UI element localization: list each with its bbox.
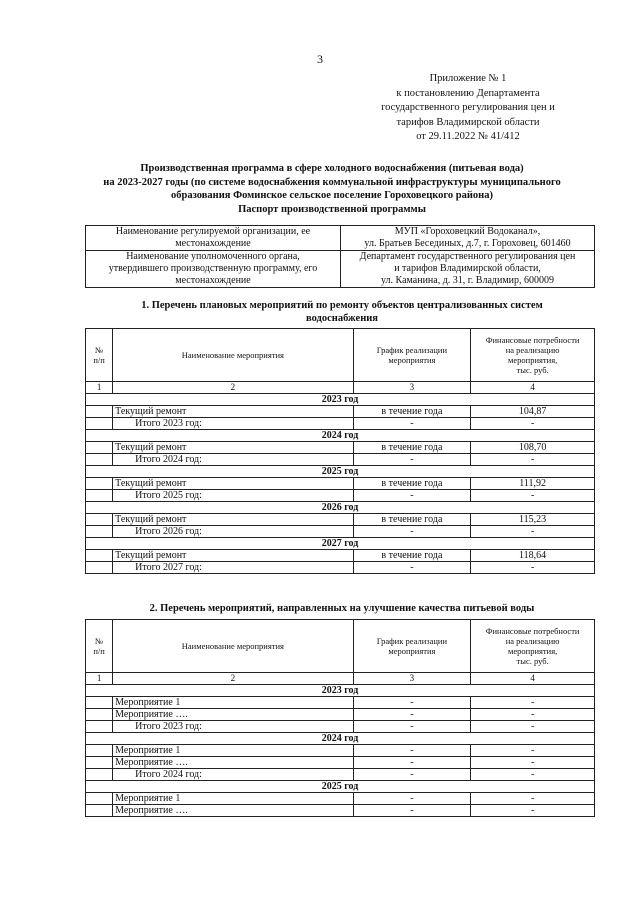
- row-num: [86, 757, 113, 769]
- year-row: [86, 394, 595, 406]
- total-label: Итого 2023 год:: [113, 418, 353, 430]
- total-row: [86, 526, 595, 538]
- item-value: -: [471, 793, 595, 805]
- total-value: -: [471, 418, 595, 430]
- item-schedule: в течение года: [353, 550, 471, 562]
- col-number: 2: [113, 382, 353, 394]
- year-label: 2026 год: [86, 502, 595, 514]
- row-num: [86, 514, 113, 526]
- header-text: Финансовые потребности: [485, 335, 580, 345]
- item-schedule: -: [353, 709, 471, 721]
- row-num: [86, 406, 113, 418]
- item-value: 115,23: [471, 514, 595, 526]
- header-text: п/п: [93, 355, 105, 365]
- total-value: -: [471, 454, 595, 466]
- row-num: [86, 478, 113, 490]
- item-schedule: -: [353, 805, 471, 817]
- item-name: Текущий ремонт: [113, 478, 353, 490]
- item-schedule: в течение года: [353, 514, 471, 526]
- total-label: Итого 2025 год:: [113, 490, 353, 502]
- header-text: на реализацию: [505, 636, 560, 646]
- header-row: [86, 620, 595, 673]
- item-value: -: [471, 745, 595, 757]
- total-row: [86, 454, 595, 466]
- header-text: График реализации: [376, 345, 448, 355]
- total-row: [86, 769, 595, 781]
- total-row: [86, 490, 595, 502]
- item-schedule: в течение года: [353, 478, 471, 490]
- item-value: -: [471, 805, 595, 817]
- appendix-block: [348, 72, 588, 145]
- total-row: [86, 721, 595, 733]
- year-label: 2023 год: [86, 394, 595, 406]
- authority-label-cell: [86, 251, 341, 288]
- column-number-row: [86, 382, 595, 394]
- appendix-line: государственного регулирования цен и: [381, 102, 555, 113]
- header-schedule: [353, 329, 471, 382]
- table-row: [86, 514, 595, 526]
- header-text: тыс. руб.: [516, 656, 549, 666]
- header-text: №: [95, 345, 104, 355]
- title-line: Производственная программа в сфере холодного водоснабжения (питьевая вода): [140, 163, 524, 174]
- title-line: на 2023-2027 годы (по системе водоснабжения коммунальной инфраструктуры муниципального: [103, 176, 561, 188]
- item-schedule: в течение года: [353, 406, 471, 418]
- header-text: мероприятия,: [508, 646, 558, 656]
- item-name: Мероприятие 1: [113, 793, 353, 805]
- total-schedule: -: [353, 562, 471, 574]
- total-label: Итого 2023 год:: [113, 721, 353, 733]
- appendix-line: от 29.11.2022 № 41/412: [416, 131, 520, 142]
- row-num: [86, 442, 113, 454]
- appendix-line: Приложение № 1: [429, 73, 507, 84]
- item-value: -: [471, 757, 595, 769]
- header-num: [86, 620, 113, 673]
- header-name: Наименование мероприятия: [113, 329, 353, 382]
- table-row: [86, 793, 595, 805]
- item-value: 108,70: [471, 442, 595, 454]
- row-num: [86, 418, 113, 430]
- cell-text: и тарифов Владимирской области,: [394, 263, 541, 274]
- cell-text: местонахождение: [175, 238, 251, 249]
- col-number: 1: [86, 673, 113, 685]
- total-label: Итого 2024 год:: [113, 454, 353, 466]
- row-num: [86, 709, 113, 721]
- header-text: мероприятия: [388, 355, 436, 365]
- item-name: Текущий ремонт: [113, 442, 353, 454]
- total-value: -: [471, 562, 595, 574]
- total-schedule: -: [353, 454, 471, 466]
- item-name: Текущий ремонт: [113, 514, 353, 526]
- title-line: образования Фоминское сельское поселение Гороховецкого района): [171, 190, 493, 201]
- table-row: [86, 709, 595, 721]
- header-num: [86, 329, 113, 382]
- org-label-cell: [86, 226, 341, 251]
- cell-text: Наименование уполномоченного органа,: [126, 251, 300, 262]
- cell-text: МУП «Гороховецкий Водоканал»,: [394, 226, 541, 237]
- cell-text: Департамент государственного регулирования цен: [359, 251, 576, 262]
- header-finance: [471, 620, 595, 673]
- document-title: [72, 162, 592, 216]
- row-num: [86, 526, 113, 538]
- total-value: -: [471, 490, 595, 502]
- row-num: [86, 697, 113, 709]
- item-schedule: -: [353, 793, 471, 805]
- row-num: [86, 793, 113, 805]
- year-row: [86, 781, 595, 793]
- item-value: 104,87: [471, 406, 595, 418]
- item-schedule: -: [353, 745, 471, 757]
- table-row: [86, 550, 595, 562]
- item-name: Мероприятие ….: [113, 757, 353, 769]
- table-row: [86, 442, 595, 454]
- total-schedule: -: [353, 490, 471, 502]
- year-row: [86, 538, 595, 550]
- authority-value-cell: [341, 251, 595, 288]
- year-label: 2024 год: [86, 733, 595, 745]
- total-schedule: -: [353, 769, 471, 781]
- table-row: [86, 805, 595, 817]
- total-value: -: [471, 721, 595, 733]
- row-num: [86, 562, 113, 574]
- col-number: 1: [86, 382, 113, 394]
- org-value-cell: [341, 226, 595, 251]
- title-line: Паспорт производственной программы: [238, 203, 426, 215]
- item-name: Мероприятие ….: [113, 805, 353, 817]
- item-schedule: в течение года: [353, 442, 471, 454]
- header-text: п/п: [93, 646, 105, 656]
- appendix-line: к постановлению Департамента: [396, 87, 540, 99]
- item-name: Мероприятие 1: [113, 745, 353, 757]
- year-row: [86, 685, 595, 697]
- row-num: [86, 454, 113, 466]
- section-title-line: водоснабжения: [306, 313, 378, 324]
- table-row: [86, 757, 595, 769]
- cell-text: ул. Каманина, д. 31, г. Владимир, 600009: [381, 275, 554, 286]
- item-name: Текущий ремонт: [113, 406, 353, 418]
- total-schedule: -: [353, 526, 471, 538]
- header-text: на реализацию: [505, 345, 560, 355]
- cell-text: Наименование регулируемой организации, ее: [115, 226, 311, 237]
- table-row: [86, 226, 595, 251]
- cell-text: утвердившего производственную программу, его: [108, 263, 318, 274]
- row-num: [86, 550, 113, 562]
- year-row: [86, 502, 595, 514]
- item-name: Мероприятие 1: [113, 697, 353, 709]
- col-number: 4: [471, 382, 595, 394]
- water-quality-table: [85, 619, 595, 817]
- table-row: [86, 697, 595, 709]
- item-schedule: -: [353, 697, 471, 709]
- appendix-line: тарифов Владимирской области: [396, 116, 540, 128]
- year-label: 2027 год: [86, 538, 595, 550]
- page-number: 3: [317, 52, 323, 66]
- year-row: [86, 466, 595, 478]
- col-number: 2: [113, 673, 353, 685]
- header-name: Наименование мероприятия: [113, 620, 353, 673]
- table-row: [86, 406, 595, 418]
- item-value: -: [471, 709, 595, 721]
- header-text: №: [95, 636, 104, 646]
- total-schedule: -: [353, 721, 471, 733]
- column-number-row: [86, 673, 595, 685]
- row-num: [86, 805, 113, 817]
- item-value: -: [471, 697, 595, 709]
- cell-text: местонахождение: [175, 275, 251, 286]
- year-row: [86, 733, 595, 745]
- header-text: тыс. руб.: [516, 365, 549, 375]
- year-label: 2024 год: [86, 430, 595, 442]
- item-name: Текущий ремонт: [113, 550, 353, 562]
- year-row: [86, 430, 595, 442]
- total-row: [86, 562, 595, 574]
- item-schedule: -: [353, 757, 471, 769]
- cell-text: ул. Братьев Бесединых, д.7, г. Гороховец, 601460: [364, 238, 571, 249]
- row-num: [86, 745, 113, 757]
- col-number: 3: [353, 382, 471, 394]
- item-name: Мероприятие ….: [113, 709, 353, 721]
- row-num: [86, 721, 113, 733]
- header-row: [86, 329, 595, 382]
- total-row: [86, 418, 595, 430]
- year-label: 2023 год: [86, 685, 595, 697]
- year-label: 2025 год: [86, 466, 595, 478]
- repair-plan-table: [85, 328, 595, 574]
- year-label: 2025 год: [86, 781, 595, 793]
- passport-table: [85, 225, 595, 288]
- total-label: Итого 2024 год:: [113, 769, 353, 781]
- header-finance: [471, 329, 595, 382]
- header-text: мероприятия,: [508, 355, 558, 365]
- total-value: -: [471, 526, 595, 538]
- header-text: Финансовые потребности: [485, 626, 580, 636]
- section1-title: [72, 299, 612, 325]
- table-row: [86, 745, 595, 757]
- col-number: 3: [353, 673, 471, 685]
- total-label: Итого 2027 год:: [113, 562, 353, 574]
- col-number: 4: [471, 673, 595, 685]
- item-value: 118,64: [471, 550, 595, 562]
- item-value: 111,92: [471, 478, 595, 490]
- header-text: График реализации: [376, 636, 448, 646]
- section2-title: 2. Перечень мероприятий, направленных на улучшение качества питьевой воды: [149, 603, 535, 614]
- row-num: [86, 490, 113, 502]
- total-schedule: -: [353, 418, 471, 430]
- header-schedule: [353, 620, 471, 673]
- header-text: мероприятия: [388, 646, 436, 656]
- total-value: -: [471, 769, 595, 781]
- table-row: [86, 478, 595, 490]
- table-row: [86, 251, 595, 288]
- total-label: Итого 2026 год:: [113, 526, 353, 538]
- row-num: [86, 769, 113, 781]
- section-title-line: 1. Перечень плановых мероприятий по ремонту объектов централизованных систем: [141, 300, 543, 311]
